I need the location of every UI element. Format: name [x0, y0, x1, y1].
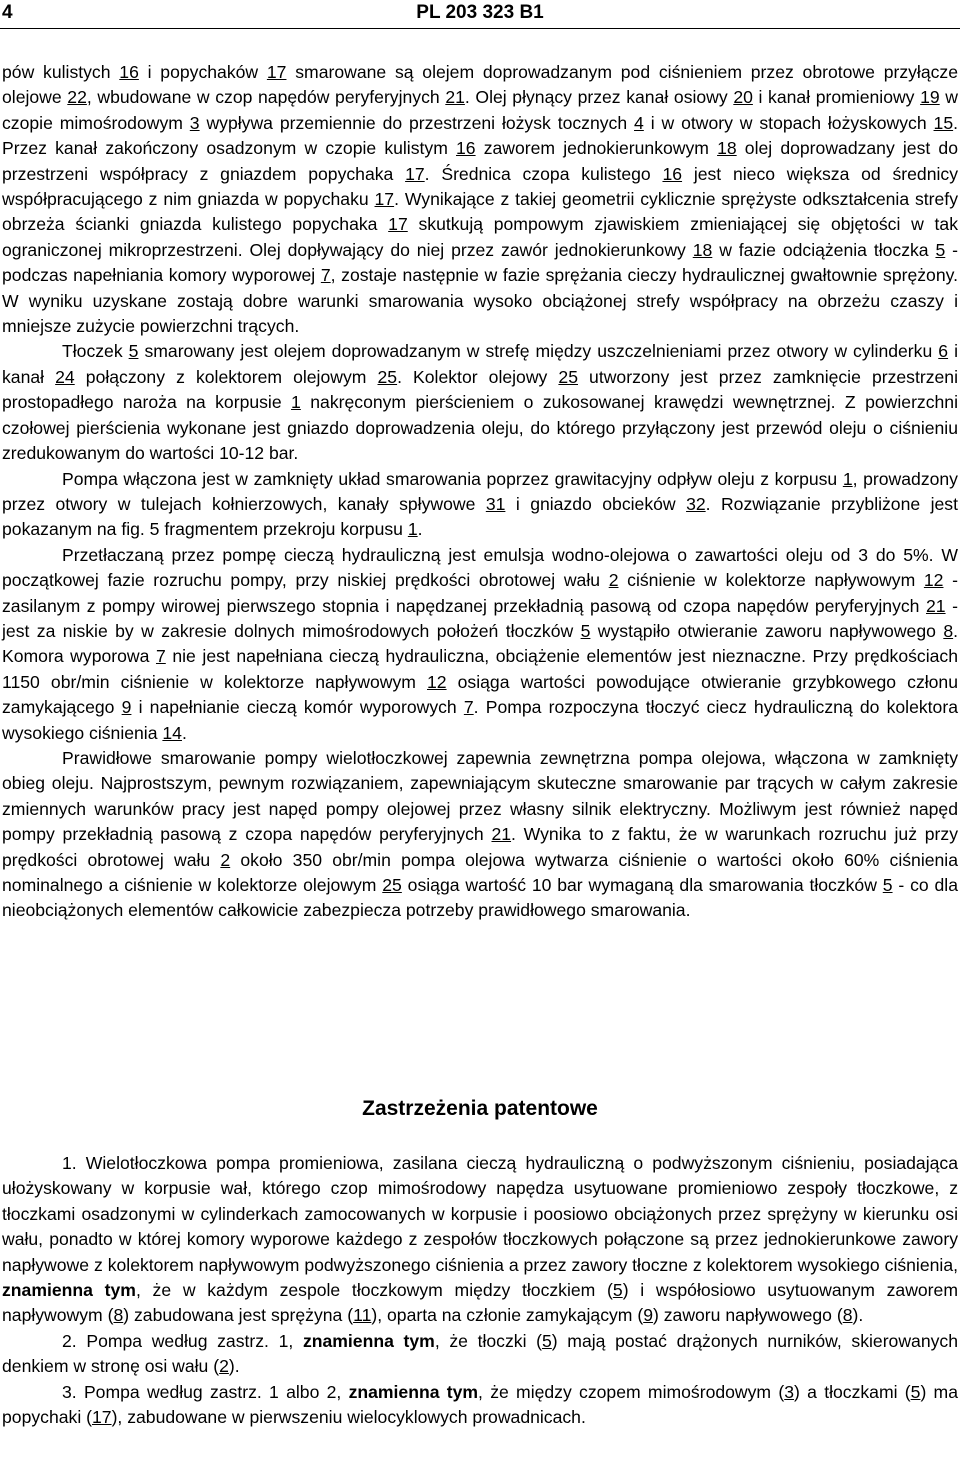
reference-numeral: 11 — [353, 1305, 372, 1326]
reference-numeral: 12 — [923, 570, 944, 591]
reference-numeral: 31 — [485, 493, 506, 514]
claim-keyword: znamienna tym — [302, 1330, 435, 1351]
reference-numeral: 5 — [935, 239, 946, 260]
reference-numeral: 3 — [189, 112, 200, 133]
page-header — [0, 0, 960, 26]
page-number: 4 — [2, 2, 13, 23]
reference-numeral: 7 — [320, 265, 331, 286]
text-run: w czopie mimośrodowym — [2, 87, 959, 133]
text-run: wystąpiło otwieranie zaworu napływowego — [590, 620, 944, 641]
paragraph — [2, 60, 958, 339]
reference-numeral: 1 — [407, 519, 418, 540]
reference-numeral: 7 — [463, 697, 474, 718]
text-run: 3. Pompa według zastrz. 1 albo 2, — [62, 1381, 349, 1402]
reference-numeral: 16 — [119, 62, 139, 82]
text-run: jest nieco większa od średnicy współpracującego z nim gniazda w popychaku — [2, 163, 958, 210]
text-run: osiąga wartości powodujące otwieranie grzybkowego członu zamykającego — [2, 671, 958, 718]
section-title: Zastrzeżenia patentowe — [362, 1097, 598, 1120]
text-run: Przetłaczaną przez pompę cieczą hydrauliczną jest emulsja wodno-olejowa o zawartości oleju od 3 do 5%. W początkowej fazie rozruchu pompy, przy niskiej prędkości obrotowej wału — [2, 544, 958, 591]
text-run: ) a tłoczkami ( — [794, 1381, 911, 1402]
reference-numeral: 1 — [842, 468, 853, 489]
text-run: ), oparta na członie zamykającym ( — [371, 1305, 644, 1326]
reference-numeral: 21 — [926, 595, 946, 616]
text-run: ) zaworu napływowego ( — [652, 1305, 843, 1326]
text-run: ), zabudowane w pierwszeniu wielocyklowych prowadnicach. — [111, 1407, 586, 1428]
text-run: połączony z kolektorem olejowym — [74, 366, 378, 387]
reference-numeral: 15 — [933, 112, 954, 133]
text-run: Prawidłowe smarowanie pompy wielotłoczkowej zapewnia zewnętrzna pompa olejowa, włączona w zamknięty obieg oleju. Najprostszym, pewnym rozwiązaniem, zapewniającym skuteczne smarowanie par trących w całym zakresie zmiennych warunków pracy jest napęd pompy olejowej przez własny silnik elektryczny. Możliwym jest również napęd pompy przekładnią pasową z czopa napędów peryferyjnych — [2, 747, 958, 845]
text-run: . — [417, 519, 423, 540]
text-run: , prowadzony przez otwory w tulejach kołnierzowych, kanały spływowe — [2, 468, 958, 514]
paragraph — [2, 467, 958, 543]
text-run: . Olej płynący przez kanał osiowy — [464, 87, 734, 108]
text-run: , zostaje następnie w fazie sprężania cieczy hydraulicznej gwałtownie sprężony. W wyniku uzyskane zostają dobre warunki smarowania wysoko obciążonej strefy współpracy na obrzeżu czaszy i mniejsze zużycie powierzchni trących. — [2, 265, 958, 337]
reference-numeral: 5 — [612, 1280, 623, 1301]
claim-2 — [2, 1329, 958, 1380]
text-run: Pompa włączona jest w zamknięty układ smarowania poprzez grawitacyjny odpływ oleju z korpusu — [62, 468, 843, 489]
text-run: . Komora wyporowa — [2, 620, 958, 667]
text-run: - jest za niskie by w zakresie dolnych mimośrodowych położeń tłoczków — [2, 595, 958, 641]
text-run: . Kolektor olejowy — [397, 366, 559, 387]
text-run: . Rozwiązanie przybliżone jest pokazanym na fig. 5 fragmentem przekroju korpusu — [2, 493, 958, 540]
claim-keyword: znamienna tym — [348, 1381, 479, 1402]
text-run: pów kulistych — [2, 62, 120, 82]
reference-numeral: 25 — [382, 875, 402, 895]
reference-numeral: 17 — [91, 1407, 112, 1428]
text-run: osiąga wartość 10 bar wymaganą dla smarowania tłoczków — [401, 875, 883, 895]
reference-numeral: 8 — [842, 1305, 853, 1326]
text-run: . Średnica czopa kulistego — [424, 163, 663, 184]
text-run: nakręconym pierścieniem o zukosowanej krawędzi wewnętrznej. Z powierzchni czołowej pierścienia wykonane jest gniazdo doprowadzenia oleju, do którego przyłączony jest przewód oleju o ciśnieniu zredukowanym do wartości 10-12 bar. — [2, 392, 958, 464]
reference-numeral: 16 — [662, 163, 683, 184]
reference-numeral: 3 — [784, 1381, 795, 1402]
reference-numeral: 7 — [155, 646, 166, 667]
reference-numeral: 20 — [733, 87, 753, 108]
text-run: - podczas napełniania komory wyporowej — [2, 239, 959, 286]
text-run: skutkują pompowym zjawiskiem zmieniającej się objętości w tak ograniczonej mikroprzestrzeni. Olej dopływający do niej przez zawór jednokierunkowy — [2, 214, 959, 260]
text-run: zaworem jednokierunkowym — [475, 138, 718, 159]
reference-numeral: 9 — [643, 1305, 653, 1326]
claim-3 — [2, 1380, 958, 1431]
reference-numeral: 16 — [456, 138, 476, 159]
reference-numeral: 4 — [634, 112, 644, 133]
text-run: i popychaków — [138, 62, 267, 82]
text-run: , wbudowane w czop napędów peryferyjnych — [86, 87, 446, 108]
reference-numeral: 25 — [558, 366, 578, 387]
reference-numeral: 32 — [686, 493, 706, 514]
reference-numeral: 17 — [266, 62, 287, 82]
reference-numeral: 2 — [219, 1356, 229, 1377]
text-run: - zasilanym z pompy wirowej pierwszego stopnia i napędzanej przekładnią pasową od czopa napędów peryferyjnych — [2, 570, 958, 616]
text-run: ) i współosiowo usytuowanym zaworem napływowym ( — [2, 1280, 958, 1326]
text-run: około 350 obr/min pompa olejowa wytwarza ciśnienie o wartości około 60% ciśnienia nominalnego a ciśnienie w kolektorze olejowym — [2, 849, 958, 895]
text-run: , że tłoczki ( — [434, 1330, 542, 1351]
reference-numeral: 1 — [291, 392, 301, 413]
text-run: . Przez kanał zakończony osadzonym w czopie kulistym — [2, 112, 958, 159]
text-run: ) mają postać drążonych nurników, skierowanych denkiem w stronę osi wału ( — [2, 1330, 958, 1377]
text-run: . Wynika to z faktu, że w warunkach rozruchu już przy prędkości obrotowej wału — [2, 824, 959, 870]
reference-numeral: 22 — [67, 87, 87, 108]
reference-numeral: 5 — [910, 1381, 921, 1402]
claim-keyword: znamienna tym — [2, 1280, 136, 1301]
reference-numeral: 24 — [55, 366, 75, 387]
header-rule — [0, 28, 960, 29]
reference-numeral: 2 — [220, 849, 231, 870]
text-run: . Wynikające z takiej geometrii cyklicznie sprężyste odkształcenia strefy obrzeża ścianki gniazda kulistego popychaka — [2, 189, 958, 235]
text-run: ) ma popychaki ( — [2, 1381, 959, 1428]
paragraph — [2, 746, 958, 924]
text-run: olej doprowadzany jest do przestrzeni współpracy z gniazdem popychaka — [2, 138, 958, 184]
text-run: i w otwory w stopach łożyskowych — [643, 112, 934, 133]
text-run: i napełnianie cieczą komór wyporowych — [131, 697, 464, 718]
reference-numeral: 17 — [374, 189, 395, 210]
text-run: , że w każdym zespole tłoczkowym między tłoczkiem ( — [135, 1280, 613, 1301]
reference-numeral: 9 — [121, 697, 132, 718]
text-run: w fazie odciążenia tłoczka — [712, 239, 936, 260]
claim-1 — [2, 1151, 958, 1329]
reference-numeral: 17 — [388, 214, 408, 235]
text-run: ) zabudowana jest sprężyna ( — [123, 1305, 354, 1326]
text-run: ). — [852, 1305, 864, 1326]
reference-numeral: 25 — [377, 366, 398, 387]
text-run: ). — [228, 1356, 240, 1377]
paragraph — [2, 339, 958, 466]
text-run: . Pompa rozpoczyna tłoczyć ciecz hydrauliczną do kolektora wysokiego ciśnienia — [2, 697, 958, 743]
text-run: smarowane są olejem doprowadzanym pod ciśnieniem przez obrotowe przyłącze olejowe — [2, 62, 958, 108]
text-run: utworzony jest przez zamknięcie przestrzeni prostopadłego naroża na korpusie — [2, 366, 958, 413]
reference-numeral: 18 — [692, 239, 713, 260]
text-run: i kanał — [2, 341, 958, 387]
text-run: . — [181, 722, 187, 743]
reference-numeral: 19 — [920, 87, 940, 108]
reference-numeral: 5 — [542, 1330, 552, 1351]
document-id: PL 203 323 B1 — [416, 2, 544, 23]
reference-numeral: 12 — [427, 671, 447, 692]
reference-numeral: 8 — [113, 1305, 124, 1326]
text-run: nie jest napełniana cieczą hydrauliczna, obciążenie elementów jest nieznaczne. Przy prędkościach 1150 obr/min ciśnienie w kolektorze napływowym — [2, 646, 958, 692]
claims — [2, 1151, 958, 1430]
document-body — [2, 60, 958, 924]
reference-numeral: 6 — [938, 341, 949, 362]
reference-numeral: 21 — [445, 87, 465, 108]
text-run: i kanał promieniowy — [752, 87, 921, 108]
text-run: smarowany jest olejem doprowadzanym w strefę między uszczelnieniami przez otwory w cylinderku — [138, 341, 939, 362]
text-run: i gniazdo obcieków — [505, 493, 687, 514]
reference-numeral: 5 — [580, 620, 591, 641]
text-run: 2. Pompa według zastrz. 1, — [62, 1330, 303, 1351]
text-run: 1. Wielotłoczkowa pompa promieniowa, zasilana cieczą hydrauliczną o podwyższonym ciśnieniu, posiadająca ułożyskowany w korpusie wał, którego czop mimośrodowy napędza usytuowane promieniowo zespoły tłoczkowe, z tłoczkami osadzonymi w cylinderkach zamocowanych w korpusie i poosiowo obciążonych przez sprężyny w kierunku osi wału, ponadto w której komory wyporowe każdego z zespołów tłoczkowych połączone są przez jednokierunkowe zawory napływowe z kolektorem napływowym podwyższonego ciśnienia a przez zawory tłoczne z kolektorem wysokiego ciśnienia, — [2, 1153, 958, 1275]
text-run: ciśnienie w kolektorze napływowym — [618, 570, 924, 591]
reference-numeral: 18 — [717, 138, 737, 159]
text-run: wypływa przemiennie do przestrzeni łożysk tocznych — [199, 112, 635, 133]
paragraph — [2, 543, 958, 746]
reference-numeral: 5 — [128, 341, 139, 362]
text-run: , że między czopem mimośrodowym ( — [478, 1381, 785, 1402]
text-run: Tłoczek — [62, 341, 129, 362]
reference-numeral: 21 — [491, 824, 512, 845]
reference-numeral: 8 — [943, 620, 954, 641]
reference-numeral: 14 — [162, 722, 182, 743]
reference-numeral: 17 — [405, 163, 425, 184]
text-run: - co dla nieobciążonych elementów całkowicie zabezpiecza potrzeby prawidłowego smarowania. — [2, 875, 958, 921]
reference-numeral: 5 — [882, 875, 893, 895]
reference-numeral: 2 — [608, 570, 619, 591]
